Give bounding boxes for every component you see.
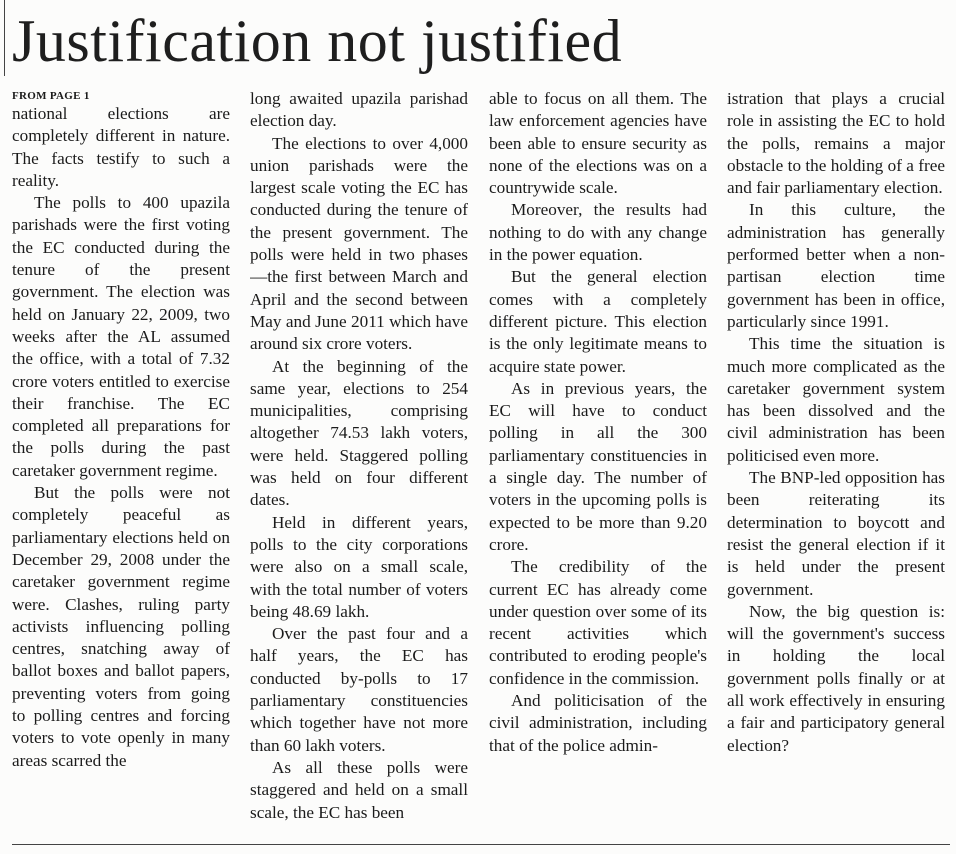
bottom-rule <box>12 844 950 845</box>
paragraph: istration that plays a crucial role in assisting the EC to hold the polls, remains a major obstacle to the holding of a free and fair parliamentary election. <box>727 89 945 198</box>
paragraph: But the general election comes with a completely different picture. This election is the only legitimate means to acquire state power. <box>489 267 707 376</box>
paragraph: Moreover, the results had nothing to do with any change in the power equation. <box>489 200 707 265</box>
paragraph: Now, the big question is: will the government's success in holding the local government polls finally or at all work effectively in ensuring a fair and participatory general election? <box>727 601 945 755</box>
paragraph: As in previous years, the EC will have to conduct polling in all the 300 parliamentary constituencies in a single day. The number of voters in the upcoming polls is expected to be more than 9.20 crore. <box>489 378 707 554</box>
paragraph: The credibility of the current EC has already come under question over some of its recent activities which contributed to eroding people's confidence in the commission. <box>489 557 707 688</box>
left-column-rule <box>4 0 5 76</box>
paragraph: The polls to 400 upazila parishads were the first voting the EC conducted during the tenure of the present government. The election was held on January 22, 2009, two weeks after the AL assumed the office, with a total of 7.32 crore voters entitled to exercise their franchise. The EC completed all preparations for the polls during the past caretaker government regime. <box>12 193 230 480</box>
paragraph: At the beginning of the same year, elections to 254 municipalities, comprising altogether 74.53 lakh voters, were held. Staggered polling was held on four different dates. <box>250 356 468 510</box>
article-column-2 <box>250 88 468 838</box>
paragraph: But the polls were not completely peaceful as parliamentary elections held on December 29, 2008 under the caretaker government regime were. Clashes, ruling party activists influencing polling centres, snatching away of ballot boxes and ballot papers, preventing voters from going to polling centres and forcing voters to vote openly in many areas scarred the <box>12 483 230 770</box>
paragraph: In this culture, the administration has generally performed better when a non-partisan election time government has been in office, particularly since 1991. <box>727 200 945 331</box>
paragraph: The BNP-led opposition has been reiterating its determination to boycott and resist the general election if it is held under the present government. <box>727 468 945 599</box>
paragraph: Over the past four and a half years, the EC has conducted by-polls to 17 parliamentary constituencies which together have not more than 60 lakh voters. <box>250 624 468 755</box>
kicker-from-page: FROM PAGE 1 <box>12 90 90 102</box>
paragraph: national elections are completely different in nature. The facts testify to such a reality. <box>12 104 230 190</box>
paragraph: long awaited upazila parishad election day. <box>250 89 468 131</box>
paragraph: As all these polls were staggered and held on a small scale, the EC has been <box>250 757 468 822</box>
paragraph: And politicisation of the civil administration, including that of the police admin- <box>489 691 707 755</box>
paragraph: This time the situation is much more complicated as the caretaker government system has been dissolved and the civil administration has been politicised even more. <box>727 334 945 465</box>
paragraph: able to focus on all them. The law enforcement agencies have been able to ensure security as none of the elections was on a countrywide scale. <box>489 89 707 198</box>
headline: Justification not justified <box>12 8 623 74</box>
article-column-3 <box>489 88 707 838</box>
paragraph: Held in different years, polls to the city corporations were also on a small scale, with the total number of voters being 48.69 lakh. <box>250 512 468 621</box>
paragraph: The elections to over 4,000 union parishads were the largest scale voting the EC has conducted during the tenure of the present government. The polls were held in two phases—the first between March and April and the second between May and June 2011 which have around six crore voters. <box>250 133 468 354</box>
article-column-4 <box>727 88 945 838</box>
article-column-1 <box>12 88 230 838</box>
